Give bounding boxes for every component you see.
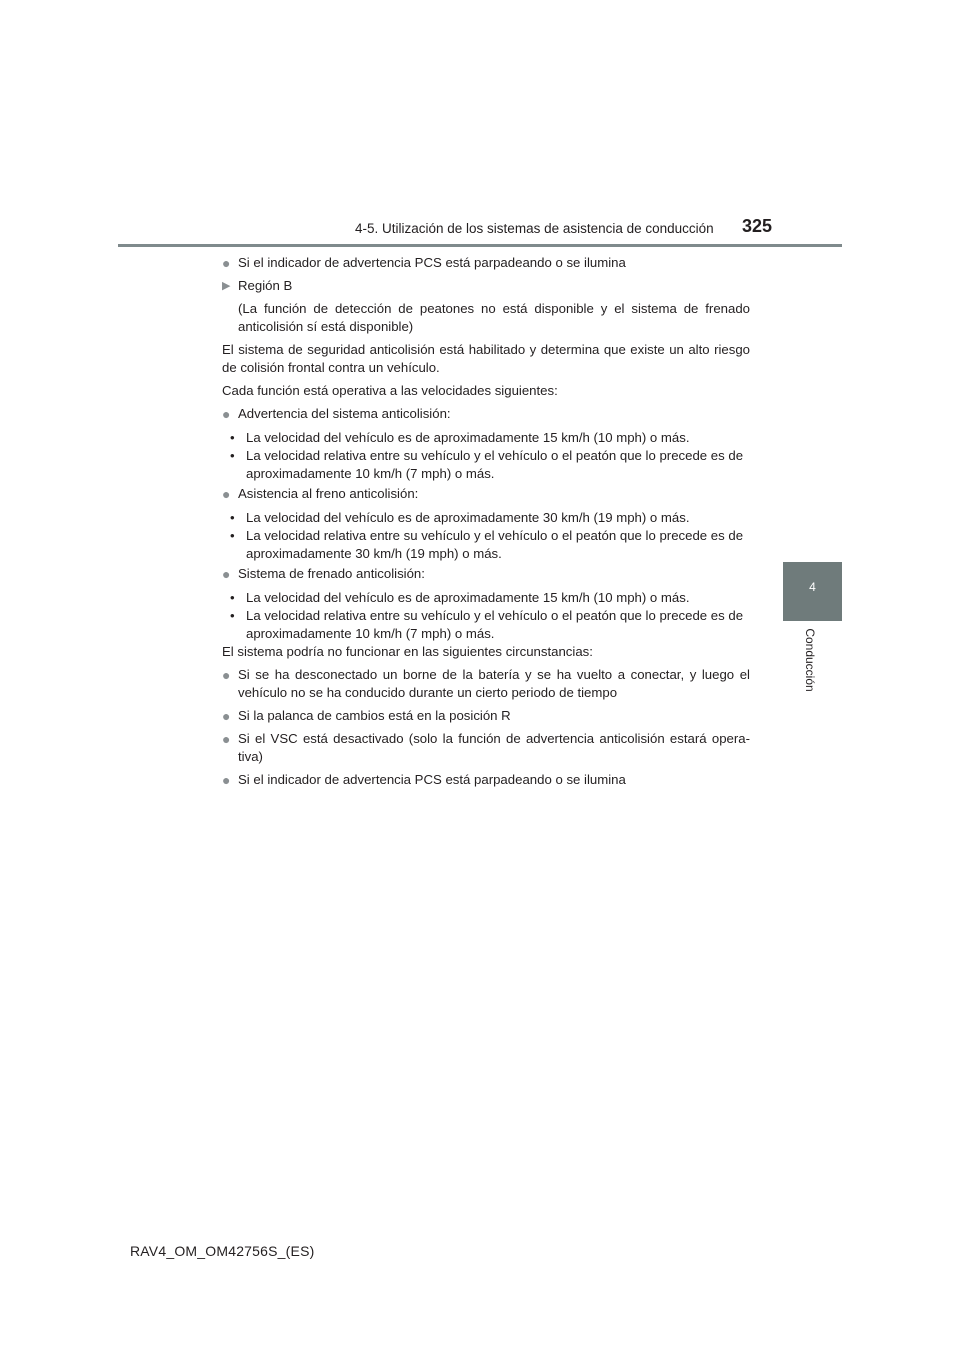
list-item-text: Si el indicador de advertencia PCS está parpadeando o se ilumina	[238, 772, 626, 787]
paragraph: El sistema podría no funcionar en las siguientes circunstancias:	[222, 644, 593, 659]
dot-icon: •	[230, 590, 235, 605]
list-item	[222, 707, 750, 725]
sub-item-text: La velocidad relativa entre su vehículo y el vehículo o el peatón que lo precede es de aproximadamente 10 km/h (7 mph) o más.	[246, 448, 744, 481]
list-item	[222, 405, 750, 423]
list-item-text: Si el indicador de advertencia PCS está parpadeando o se ilumina	[238, 255, 626, 270]
list-item-text: Si se ha desconectado un borne de la batería y se ha vuelto a conectar, y luego el vehículo no se ha conducido durante un cierto periodo de tiempo	[238, 667, 750, 700]
page-number: 325	[742, 216, 773, 236]
bullet-icon: ●	[222, 667, 231, 683]
region-note: (La función de detección de peatones no está disponible y el sistema de frenado anticolisión sí está disponible)	[238, 301, 750, 334]
bullet-icon: ●	[222, 708, 231, 724]
sub-item	[222, 509, 750, 527]
section-title: 4-5. Utilización de los sistemas de asistencia de conducción	[355, 221, 714, 236]
list-item	[222, 730, 750, 766]
bullet-icon: ●	[222, 772, 231, 788]
bullet-icon: ●	[222, 486, 231, 502]
bullet-icon: ●	[222, 566, 231, 582]
bullet-icon: ●	[222, 255, 231, 271]
paragraph: El sistema de seguridad anticolisión está habilitado y determina que existe un alto riesgo de colisión frontal contra un vehículo.	[222, 342, 750, 375]
sub-item-text: La velocidad del vehículo es de aproximadamente 15 km/h (10 mph) o más.	[246, 590, 690, 605]
paragraph: Cada función está operativa a las velocidades siguientes:	[222, 383, 558, 398]
sub-item-text: La velocidad del vehículo es de aproximadamente 15 km/h (10 mph) o más.	[246, 430, 690, 445]
chapter-label: Conducción	[803, 628, 817, 692]
page-content	[222, 254, 750, 789]
sub-item-text: La velocidad del vehículo es de aproximadamente 30 km/h (19 mph) o más.	[246, 510, 690, 525]
region-label: Región B	[238, 278, 293, 293]
list-item	[222, 666, 750, 702]
list-item-text: Advertencia del sistema anticolisión:	[238, 406, 451, 421]
list-item	[222, 485, 750, 503]
sub-item	[222, 447, 750, 483]
page-header	[0, 0, 960, 250]
sub-item	[222, 429, 750, 447]
sub-item-text: La velocidad relativa entre su vehículo y el vehículo o el peatón que lo precede es de aproximadamente 10 km/h (7 mph) o más.	[246, 608, 744, 641]
bullet-icon: ●	[222, 406, 231, 422]
list-item	[222, 771, 750, 789]
arrow-right-icon: ▶	[222, 280, 231, 292]
region-heading	[222, 277, 750, 295]
dot-icon: •	[230, 448, 235, 463]
sub-item	[222, 527, 750, 563]
list-item-text: Si el VSC está desactivado (solo la función de advertencia anticolisión estará opera-tiva)	[238, 731, 750, 764]
document-code: RAV4_OM_OM42756S_(ES)	[130, 1243, 315, 1259]
list-item-text: Asistencia al freno anticolisión:	[238, 486, 419, 501]
list-item-text: Si la palanca de cambios está en la posición R	[238, 708, 511, 723]
sub-item-text: La velocidad relativa entre su vehículo y el vehículo o el peatón que lo precede es de aproximadamente 30 km/h (19 mph) o más.	[246, 528, 744, 561]
list-item-text: Sistema de frenado anticolisión:	[238, 566, 425, 581]
chapter-number: 4	[809, 580, 816, 594]
sub-item	[222, 607, 750, 643]
list-item	[222, 565, 750, 583]
list-item	[222, 254, 750, 272]
dot-icon: •	[230, 430, 235, 445]
dot-icon: •	[230, 528, 235, 543]
sub-item	[222, 589, 750, 607]
header-rule	[118, 244, 842, 247]
dot-icon: •	[230, 510, 235, 525]
bullet-icon: ●	[222, 731, 231, 747]
dot-icon: •	[230, 608, 235, 623]
chapter-tab	[783, 562, 842, 621]
